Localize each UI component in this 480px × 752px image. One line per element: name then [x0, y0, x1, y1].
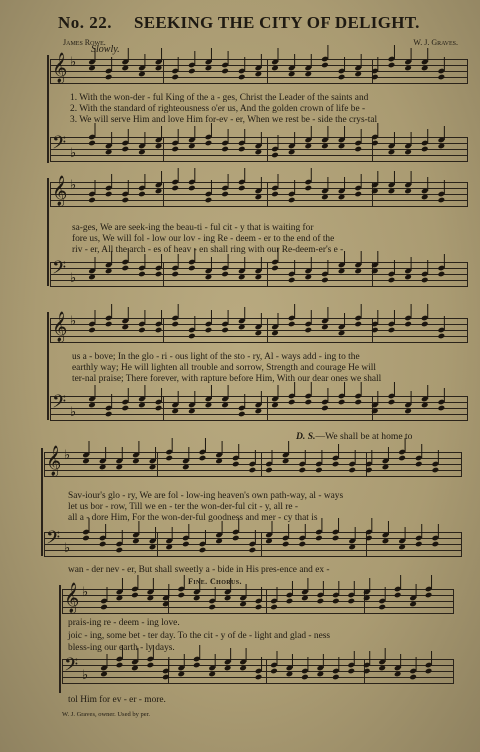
note-head [255, 674, 263, 681]
note-head [286, 671, 294, 678]
note-head [354, 191, 362, 198]
note-head [171, 74, 179, 81]
note-head [188, 68, 196, 75]
note-head [315, 467, 323, 474]
note-head [304, 327, 312, 334]
note-head [415, 541, 423, 548]
bass-clef-icon: 𝄢 [46, 527, 61, 552]
lyric-line-verse-1: us a - bove; In the glo - ri - ous light of the sto - ry, Al - ways add - ing to the [72, 352, 360, 362]
note-head [224, 595, 232, 602]
bass-clef-icon: 𝄢 [52, 132, 67, 157]
bass-staff [44, 527, 462, 556]
note-head [354, 71, 362, 78]
note-head [271, 402, 279, 409]
treble-staff [62, 583, 454, 613]
treble-clef-icon: 𝄞 [52, 53, 68, 82]
note-head [116, 595, 124, 602]
treble-staff [50, 312, 468, 342]
note-head [332, 598, 340, 605]
note-head [371, 408, 379, 415]
note-head [205, 65, 213, 72]
note-head [188, 185, 196, 192]
note-head [348, 544, 356, 551]
note-head [88, 197, 96, 204]
note-head [255, 330, 263, 337]
ds-lyric: —We shall be at home to [315, 431, 413, 442]
note-head [171, 408, 179, 415]
note-head [265, 538, 273, 545]
composer-credit: W. J. Graves. [413, 38, 458, 47]
note-head [421, 402, 429, 409]
treble-staff [50, 53, 468, 83]
lyric-line-verse-3: riv - er, All the arch - es of heav - en shall ring with our Re-deem-er's e - [72, 245, 344, 255]
note-head [105, 321, 113, 328]
note-head [147, 662, 155, 669]
note-head [239, 665, 247, 672]
note-head [288, 149, 296, 156]
note-head [224, 665, 232, 672]
note-head [205, 274, 213, 281]
note-head [271, 191, 279, 198]
note-head [155, 188, 163, 195]
note-head [177, 592, 185, 599]
note-head [404, 408, 412, 415]
lyric-line-verse-2: fore us, We will fol - low our lov - ing Re - deem - er to the end of the [72, 234, 335, 244]
note-head [105, 411, 113, 418]
flat-key-signature-icon: ♭ [70, 313, 77, 328]
note-head [232, 461, 240, 468]
note-head [338, 268, 346, 275]
note-head [155, 65, 163, 72]
note-head [347, 598, 355, 605]
note-head [199, 547, 207, 554]
note-head [165, 455, 173, 462]
lyric-line-verse-3: ter-nal praise; There forever, with rapture before Him, With our dear ones we shall [72, 374, 382, 384]
note-head [321, 405, 329, 412]
note-head [255, 604, 263, 611]
treble-clef-icon: 𝄞 [52, 176, 68, 205]
note-head [347, 668, 355, 675]
note-head [115, 464, 123, 471]
note-head [421, 146, 429, 153]
note-head [438, 143, 446, 150]
note-head [188, 265, 196, 272]
hymn-title: SEEKING THE CITY OF DELIGHT. [134, 13, 420, 32]
note-head [155, 271, 163, 278]
note-head [438, 271, 446, 278]
note-group [44, 444, 462, 484]
lyricist-credit: James Rowe. [63, 38, 106, 47]
note-head [99, 464, 107, 471]
flat-key-signature-icon: ♭ [70, 404, 77, 419]
note-head [271, 330, 279, 337]
note-head [332, 674, 340, 681]
note-head [321, 143, 329, 150]
treble-staff [44, 446, 462, 476]
note-head [338, 74, 346, 81]
note-head [354, 399, 362, 406]
note-head [149, 464, 157, 471]
lyric-line-verse-1: 1. With the won-der - ful King of the a - ges, Christ the Leader of the saints and [70, 93, 369, 103]
treble-clef-icon: 𝄞 [52, 312, 68, 341]
note-head [165, 544, 173, 551]
note-group [50, 310, 468, 350]
note-head [221, 402, 229, 409]
treble-clef-icon: 𝄞 [64, 583, 80, 612]
note-head [138, 327, 146, 334]
copyright-footer: W. J. Graves, owner. Used by per. [62, 711, 151, 718]
note-head [171, 185, 179, 192]
note-head [155, 405, 163, 412]
note-head [255, 274, 263, 281]
note-head [363, 668, 371, 675]
note-head [162, 674, 170, 681]
note-head [315, 535, 323, 542]
note-head [132, 538, 140, 545]
note-group [62, 651, 454, 691]
note-head [298, 467, 306, 474]
bass-staff [62, 654, 454, 683]
note-head [288, 277, 296, 284]
lyric-line-verse-3: 3. We will serve Him and love Him for-ev - er, When we rest be - side the crys-tal [70, 115, 378, 125]
note-head [205, 140, 213, 147]
bass-staff [50, 257, 468, 286]
note-head [221, 327, 229, 334]
note-head [404, 321, 412, 328]
ds-annotation [296, 431, 412, 442]
note-head [249, 547, 257, 554]
note-head [321, 277, 329, 284]
lyric-line-verse-3: all a - dore Him, For the won-der-ful goodness and mer - cy that is [68, 513, 318, 523]
note-head [363, 595, 371, 602]
note-head [371, 268, 379, 275]
note-head [304, 399, 312, 406]
note-head [304, 274, 312, 281]
lyric-line-verse-3: bless-ing our earth - ly days. [68, 643, 175, 653]
flat-key-signature-icon: ♭ [70, 270, 77, 285]
note-head [348, 467, 356, 474]
note-head [105, 191, 113, 198]
ds-mark: D. S. [296, 431, 316, 442]
note-head [208, 604, 216, 611]
tempo-marking: Slowly. [91, 44, 120, 55]
note-head [255, 149, 263, 156]
note-head [205, 197, 213, 204]
treble-staff [50, 176, 468, 206]
note-head [105, 74, 113, 81]
fine-chorus-marking: Fine. Chorus. [188, 577, 242, 586]
note-group [50, 388, 468, 428]
system-brace [41, 448, 43, 556]
lyric-line-verse-2: 2. With the standard of righteousness o'er us, And the golden crown of life be - [70, 104, 366, 114]
bass-staff [50, 132, 468, 161]
note-head [388, 149, 396, 156]
note-head [409, 601, 417, 608]
note-head [193, 595, 201, 602]
note-head [282, 458, 290, 465]
note-head [321, 194, 329, 201]
bass-lyric-line: wan - der nev - er, But shall sweetly a - bide in His pres-ence and ex - [68, 565, 330, 575]
note-group [44, 524, 462, 564]
note-head [354, 268, 362, 275]
bass-clef-icon: 𝄢 [52, 391, 67, 416]
note-head [378, 604, 386, 611]
note-head [138, 71, 146, 78]
note-head [304, 143, 312, 150]
note-head [270, 668, 278, 675]
flat-key-signature-icon: ♭ [70, 177, 77, 192]
note-head [365, 467, 373, 474]
note-head [116, 662, 124, 669]
note-head [332, 535, 340, 542]
bass-clef-icon: 𝄢 [64, 654, 79, 679]
note-head [238, 185, 246, 192]
note-head [271, 152, 279, 159]
note-head [138, 402, 146, 409]
note-head [378, 665, 386, 672]
note-head [332, 461, 340, 468]
note-head [205, 402, 213, 409]
note-head [208, 671, 216, 678]
note-head [317, 671, 325, 678]
note-head [438, 74, 446, 81]
note-head [193, 662, 201, 669]
note-head [131, 592, 139, 599]
note-head [338, 330, 346, 337]
note-head [409, 674, 417, 681]
note-head [421, 321, 429, 328]
note-head [371, 188, 379, 195]
title-row [58, 13, 468, 35]
note-head [88, 65, 96, 72]
note-head [438, 333, 446, 340]
note-head [215, 538, 223, 545]
note-head [171, 321, 179, 328]
note-head [404, 188, 412, 195]
system-brace [47, 178, 49, 286]
note-head [288, 321, 296, 328]
note-head [82, 458, 90, 465]
note-head [438, 197, 446, 204]
note-head [215, 458, 223, 465]
note-head [239, 601, 247, 608]
note-head [317, 598, 325, 605]
note-head [388, 277, 396, 284]
note-head [270, 604, 278, 611]
note-head [321, 62, 329, 69]
note-head [421, 277, 429, 284]
note-head [121, 65, 129, 72]
lyric-line-verse-1: sa-ges, We are seek-ing the beau-ti - ful cit - y that is waiting for [72, 223, 314, 233]
note-head [121, 324, 129, 331]
note-head [88, 274, 96, 281]
note-head [255, 71, 263, 78]
note-head [238, 74, 246, 81]
bass-staff [50, 391, 468, 420]
treble-clef-icon: 𝄞 [46, 446, 62, 475]
note-head [188, 333, 196, 340]
system-brace [47, 312, 49, 420]
note-head [105, 268, 113, 275]
note-head [131, 665, 139, 672]
note-head [249, 467, 257, 474]
note-head [365, 535, 373, 542]
note-head [371, 327, 379, 334]
lyric-line-verse-2: earthly way; He will lighten all trouble and sorrow, Strength and courage He will [72, 363, 376, 373]
flat-key-signature-icon: ♭ [70, 145, 77, 160]
note-head [265, 467, 273, 474]
note-head [432, 467, 440, 474]
note-head [271, 65, 279, 72]
note-head [205, 327, 213, 334]
note-head [371, 140, 379, 147]
note-head [288, 399, 296, 406]
lyric-line-verse-2: joic - ing, some bet - ter day. To the cit - y of de - light and glad - ness [68, 631, 331, 641]
note-head [304, 71, 312, 78]
note-head [221, 271, 229, 278]
note-head [199, 455, 207, 462]
credits-row [63, 38, 458, 50]
note-head [354, 321, 362, 328]
bass-lyric-line: tol Him for ev - er - more. [68, 695, 166, 705]
note-head [232, 535, 240, 542]
note-head [121, 197, 129, 204]
note-head [421, 194, 429, 201]
note-head [388, 188, 396, 195]
note-head [100, 604, 108, 611]
note-head [182, 541, 190, 548]
note-head [354, 146, 362, 153]
note-group [62, 581, 454, 621]
note-head [338, 194, 346, 201]
note-head [388, 62, 396, 69]
note-group [50, 129, 468, 169]
note-head [415, 461, 423, 468]
note-head [288, 71, 296, 78]
lyric-line-verse-1: Sav-iour's glo - ry, We are fol - low-ing heaven's own path-way, al - ways [68, 491, 344, 501]
system-brace [47, 55, 49, 163]
note-head [88, 140, 96, 147]
note-head [298, 541, 306, 548]
flat-key-signature-icon: ♭ [82, 667, 89, 682]
note-head [432, 541, 440, 548]
note-head [221, 68, 229, 75]
note-head [155, 327, 163, 334]
note-head [121, 146, 129, 153]
note-head [188, 143, 196, 150]
note-head [105, 149, 113, 156]
bass-clef-icon: 𝄢 [52, 257, 67, 282]
flat-key-signature-icon: ♭ [82, 584, 89, 599]
note-head [425, 668, 433, 675]
note-head [388, 399, 396, 406]
note-head [255, 194, 263, 201]
note-head [88, 327, 96, 334]
note-head [138, 271, 146, 278]
note-head [271, 265, 279, 272]
note-head [162, 601, 170, 608]
note-head [398, 544, 406, 551]
note-head [132, 458, 140, 465]
note-head [121, 265, 129, 272]
note-head [100, 671, 108, 678]
note-head [404, 65, 412, 72]
note-head [155, 143, 163, 150]
note-head [149, 544, 157, 551]
note-head [286, 598, 294, 605]
flat-key-signature-icon: ♭ [64, 447, 71, 462]
note-head [382, 464, 390, 471]
note-head [404, 274, 412, 281]
note-head [421, 65, 429, 72]
lyric-line-verse-1: prais-ing re - deem - ing love. [68, 618, 180, 628]
flat-key-signature-icon: ♭ [70, 54, 77, 69]
note-head [171, 271, 179, 278]
lyric-line-verse-2: let us bor - row, Till we en - ter the won-der-ful cit - y, all re - [68, 502, 299, 512]
note-head [394, 592, 402, 599]
note-group [50, 51, 468, 91]
hymn-number: No. 22. [58, 13, 113, 32]
note-head [438, 405, 446, 412]
note-head [99, 541, 107, 548]
note-head [301, 595, 309, 602]
note-head [188, 408, 196, 415]
note-head [115, 547, 123, 554]
note-head [394, 671, 402, 678]
note-head [238, 324, 246, 331]
note-head [82, 535, 90, 542]
note-head [138, 149, 146, 156]
note-head [282, 541, 290, 548]
note-head [177, 671, 185, 678]
note-head [304, 185, 312, 192]
note-head [138, 191, 146, 198]
note-head [121, 405, 129, 412]
note-head [398, 455, 406, 462]
note-head [404, 149, 412, 156]
note-group [50, 254, 468, 294]
note-head [88, 402, 96, 409]
system-brace [59, 585, 61, 693]
note-head [388, 327, 396, 334]
note-head [382, 538, 390, 545]
note-head [301, 674, 309, 681]
note-head [288, 197, 296, 204]
note-head [255, 408, 263, 415]
note-head [238, 411, 246, 418]
note-head [371, 74, 379, 81]
note-head [221, 191, 229, 198]
note-group [50, 174, 468, 214]
flat-key-signature-icon: ♭ [64, 540, 71, 555]
note-head [321, 324, 329, 331]
note-head [238, 146, 246, 153]
note-head [182, 464, 190, 471]
note-head [171, 146, 179, 153]
note-head [338, 143, 346, 150]
note-head [338, 399, 346, 406]
note-head [238, 274, 246, 281]
note-head [221, 146, 229, 153]
note-head [425, 592, 433, 599]
note-head [147, 595, 155, 602]
